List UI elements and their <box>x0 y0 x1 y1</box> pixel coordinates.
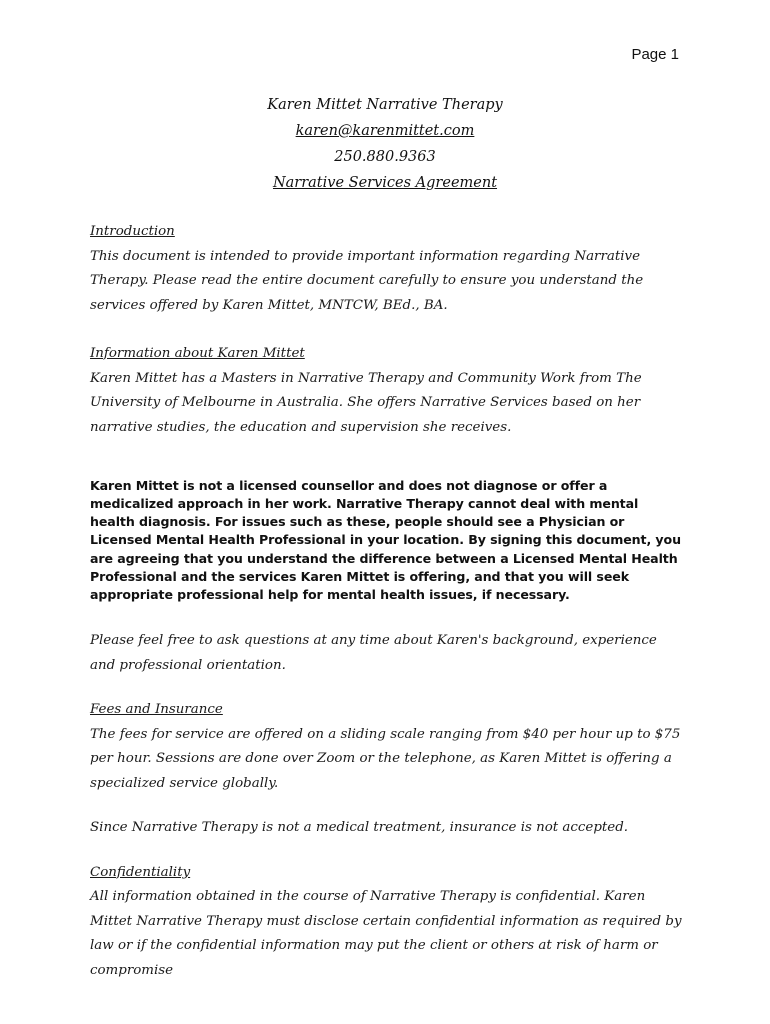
page-number: Page 1 <box>631 46 679 63</box>
document-header <box>0 92 770 196</box>
introduction-text: This document is intended to provide important information regarding Narrative Therapy. Please read the entire document carefully to ensure you understand the services offered by Karen Mittet, MNTCW, BEd., BA. <box>90 248 644 313</box>
email-link[interactable]: karen@karenmittet.com <box>295 123 475 139</box>
disclaimer-text: Karen Mittet is not a licensed counsellor and does not diagnose or offer a medicalized approach in her work. Narrative Therapy cannot deal with mental health diagnosis. For issues such as these, people should see a Physician or Licensed Mental Health Professional in your location. By signing this document, you are agreeing that you understand the difference between a Licensed Mental Health Professional and the services Karen Mittet is offering, and that you will seek appropriate professional help for mental health issues, if necessary. <box>90 477 681 603</box>
about-text: Karen Mittet has a Masters in Narrative Therapy and Community Work from The University of Melbourne in Australia. She offers Narrative Services based on her narrative studies, the education and supervision she receives. <box>90 370 642 435</box>
document-body <box>90 220 685 983</box>
practice-title: Karen Mittet Narrative Therapy <box>267 97 503 113</box>
fees-heading: Fees and Insurance <box>90 702 223 718</box>
phone-number: 250.880.9363 <box>334 149 436 165</box>
introduction-heading: Introduction <box>90 224 175 239</box>
insurance-note: Since Narrative Therapy is not a medical treatment, insurance is not accepted. <box>90 820 629 836</box>
about-heading: Information about Karen Mittet <box>90 346 305 361</box>
questions-text: Please feel free to ask questions at any time about Karen's background, experience and professional orientation. <box>90 633 657 673</box>
confidentiality-text: All information obtained in the course of Narrative Therapy is confidential. Karen Mittet Narrative Therapy must disclose certain confidential information as required by law or if the confidential information may put the client or others at risk of harm or compromise <box>90 889 682 978</box>
confidentiality-heading: Confidentiality <box>90 864 191 880</box>
fees-text: The fees for service are offered on a sliding scale ranging from $40 per hour up to $75 per hour. Sessions are done over Zoom or the telephone, as Karen Mittet is offering a specialized service globally. <box>90 726 681 791</box>
document-subtitle: Narrative Services Agreement <box>272 175 498 191</box>
